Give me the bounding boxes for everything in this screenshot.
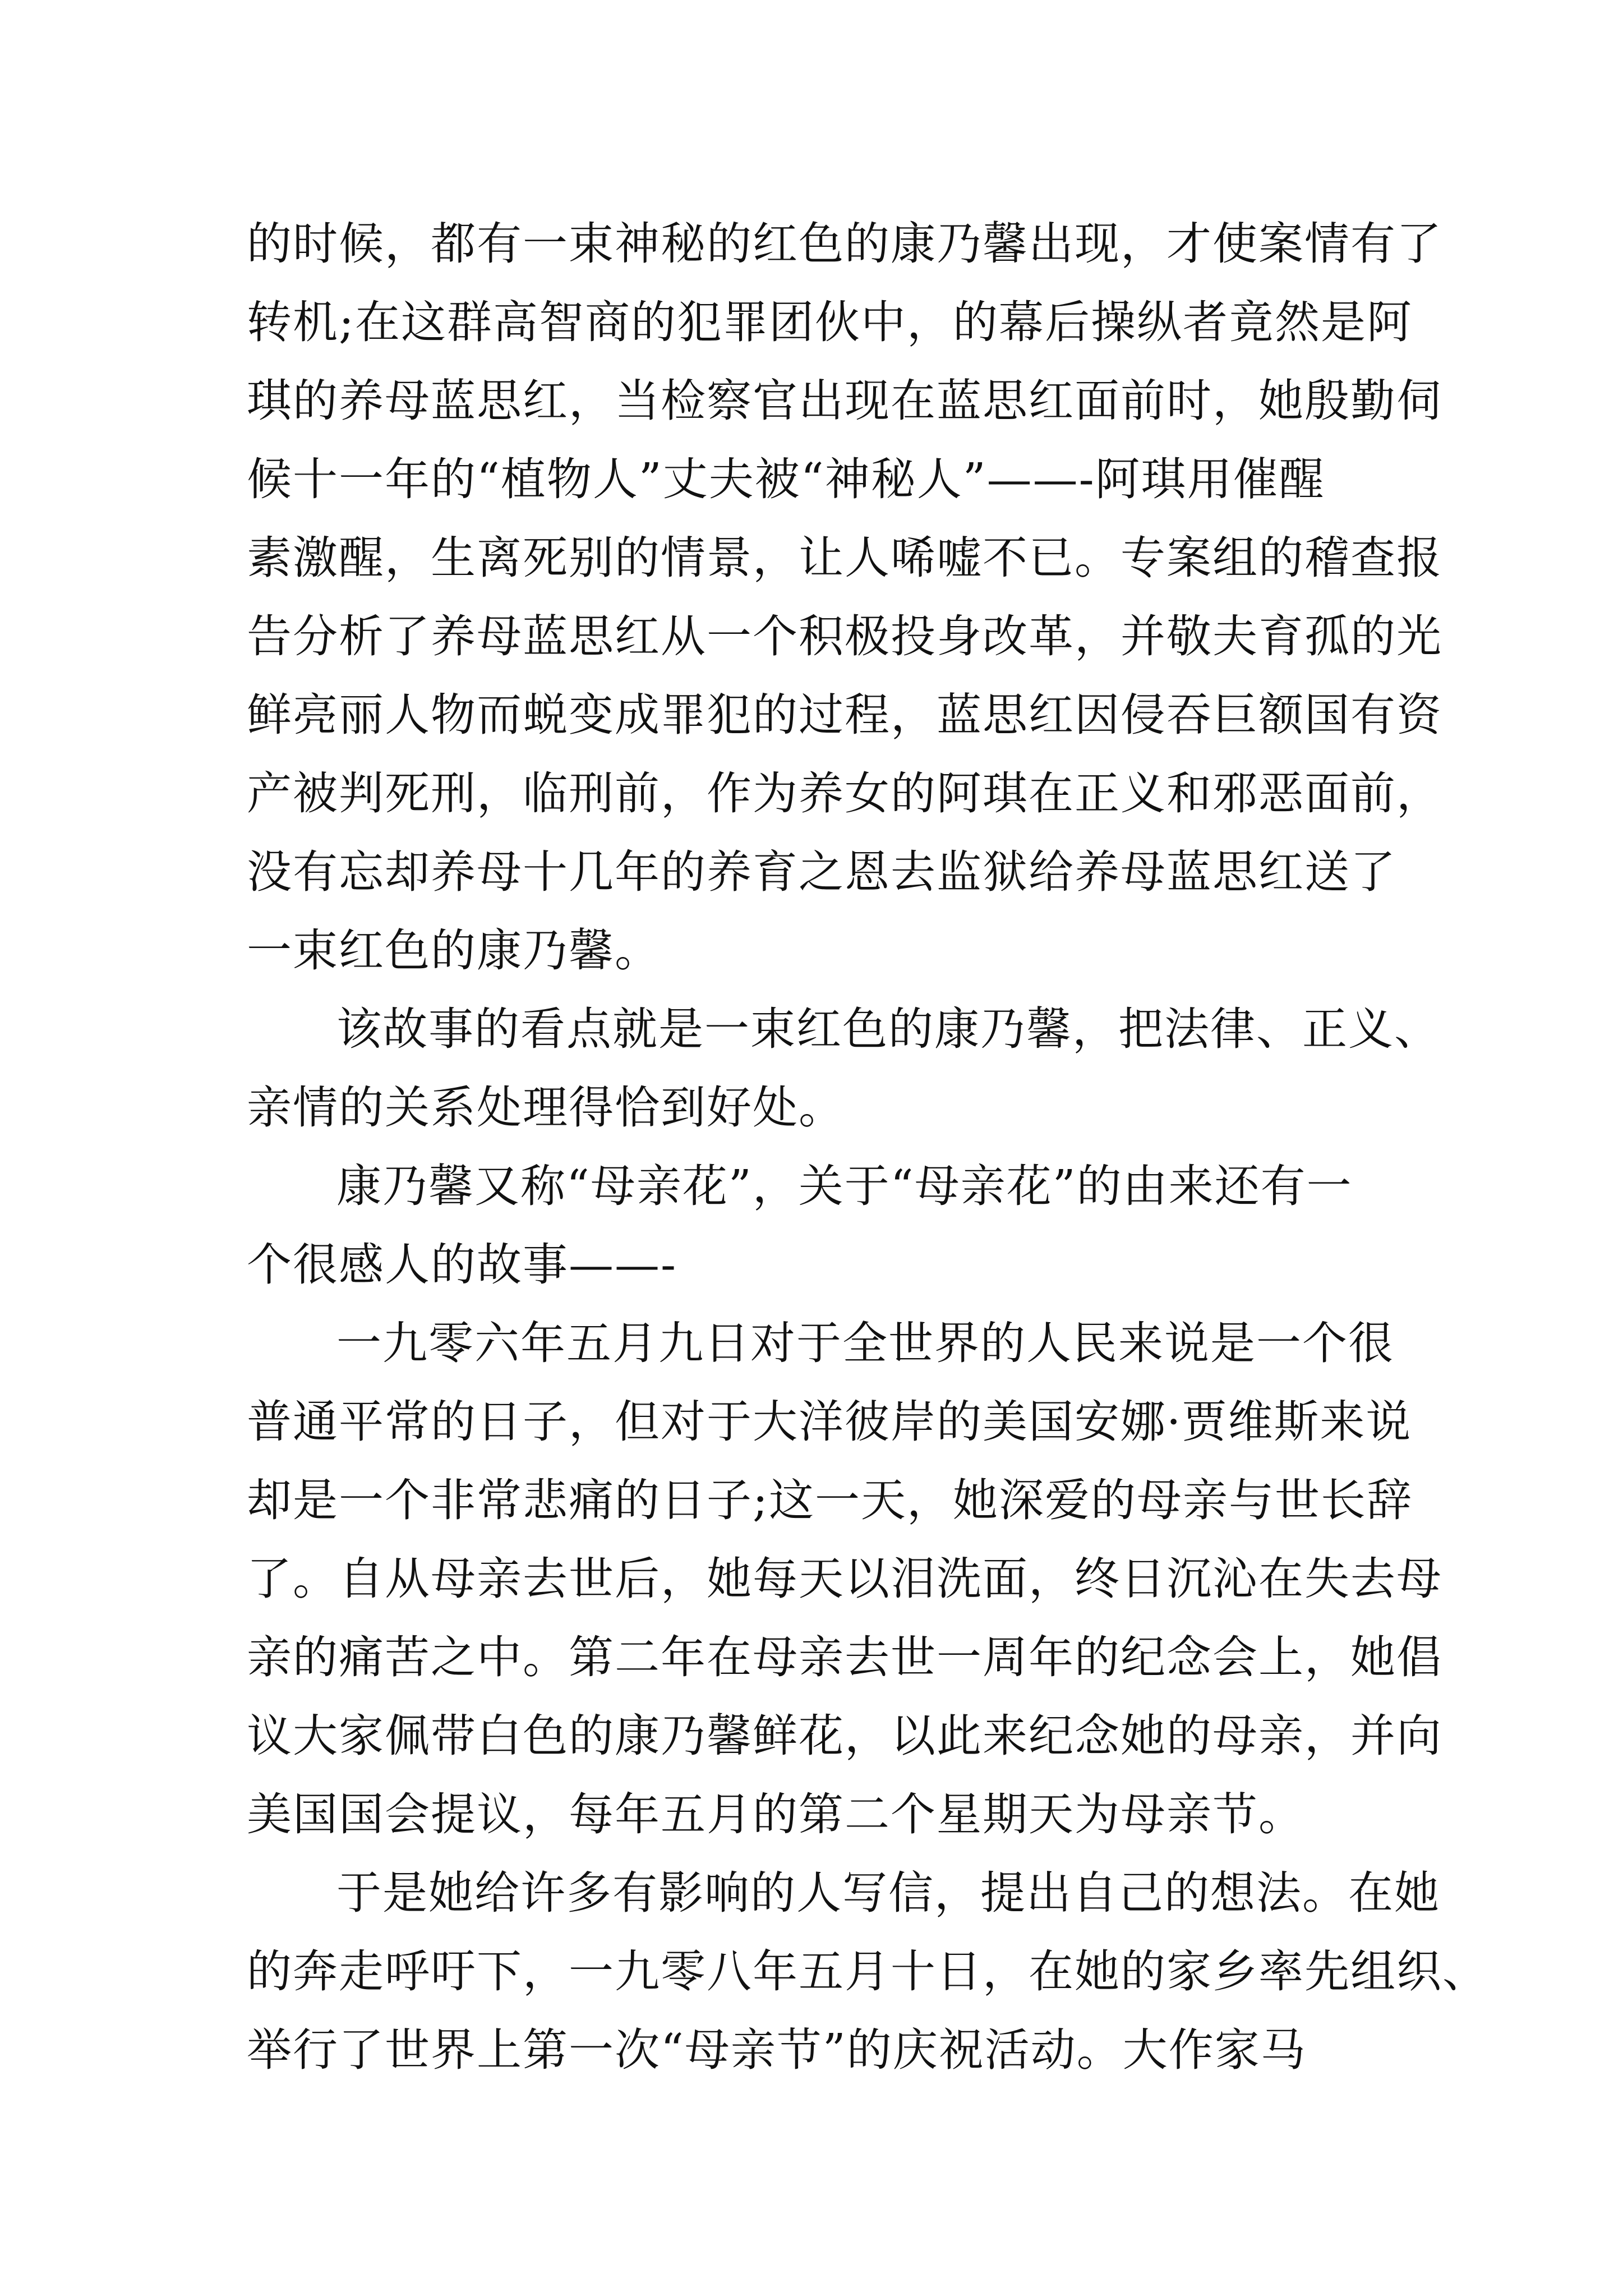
text-line: 没有忘却养母十几年的养育之恩去监狱给养母蓝思红送了	[247, 846, 1396, 898]
text-line: 美国国会提议，每年五月的第二个星期天为母亲节。	[247, 1788, 1304, 1841]
text-line: 候十一年的“植物人”丈夫被“神秘人”——-阿琪用催醒	[247, 453, 1325, 505]
text-line: 琪的养母蓝思红，当检察官出现在蓝思红面前时，她殷勤伺	[247, 375, 1442, 427]
text-line: 议大家佩带白色的康乃馨鲜花，以此来纪念她的母亲，并向	[247, 1710, 1442, 1762]
text-line: 举行了世界上第一次“母亲节”的庆祝活动。大作家马	[247, 2024, 1307, 2076]
text-line: 亲情的关系处理得恰到好处。	[247, 1082, 845, 1134]
text-line: 却是一个非常悲痛的日子;这一天，她深爱的母亲与世长辞	[247, 1474, 1413, 1526]
paragraph-first-line: 该故事的看点就是一束红色的康乃馨，把法律、正义、	[336, 1003, 1440, 1055]
text-line: 素激醒，生离死别的情景，让人唏嘘不已。专案组的稽查报	[247, 532, 1442, 584]
paragraph-first-line: 一九零六年五月九日对于全世界的人民来说是一个很	[336, 1317, 1394, 1369]
text-line: 亲的痛苦之中。第二年在母亲去世一周年的纪念会上，她倡	[247, 1631, 1442, 1683]
text-line: 转机;在这群高智商的犯罪团伙中，的幕后操纵者竟然是阿	[247, 296, 1413, 348]
text-line: 个很感人的故事——-	[247, 1239, 677, 1291]
paragraph-first-line: 于是她给许多有影响的人写信，提出自己的想法。在她	[336, 1867, 1440, 1919]
text-line: 的时候，都有一束神秘的红色的康乃馨出现，才使案情有了	[247, 218, 1442, 270]
paragraph-first-line: 康乃馨又称“母亲花”，关于“母亲花”的由来还有一	[336, 1160, 1353, 1212]
text-line: 的奔走呼吁下，一九零八年五月十日，在她的家乡率先组织、	[247, 1945, 1488, 1998]
text-line: 了。自从母亲去世后，她每天以泪洗面，终日沉沁在失去母	[247, 1553, 1442, 1605]
text-line: 告分析了养母蓝思红从一个积极投身改革，并敬夫育孤的光	[247, 610, 1442, 662]
text-line: 鲜亮丽人物而蜕变成罪犯的过程，蓝思红因侵吞巨额国有资	[247, 689, 1442, 741]
text-line: 产被判死刑，临刑前，作为养女的阿琪在正义和邪恶面前，	[247, 767, 1442, 820]
text-line: 普通平常的日子，但对于大洋彼岸的美国安娜·贾维斯来说	[247, 1396, 1412, 1448]
text-line: 一束红色的康乃馨。	[247, 924, 661, 977]
